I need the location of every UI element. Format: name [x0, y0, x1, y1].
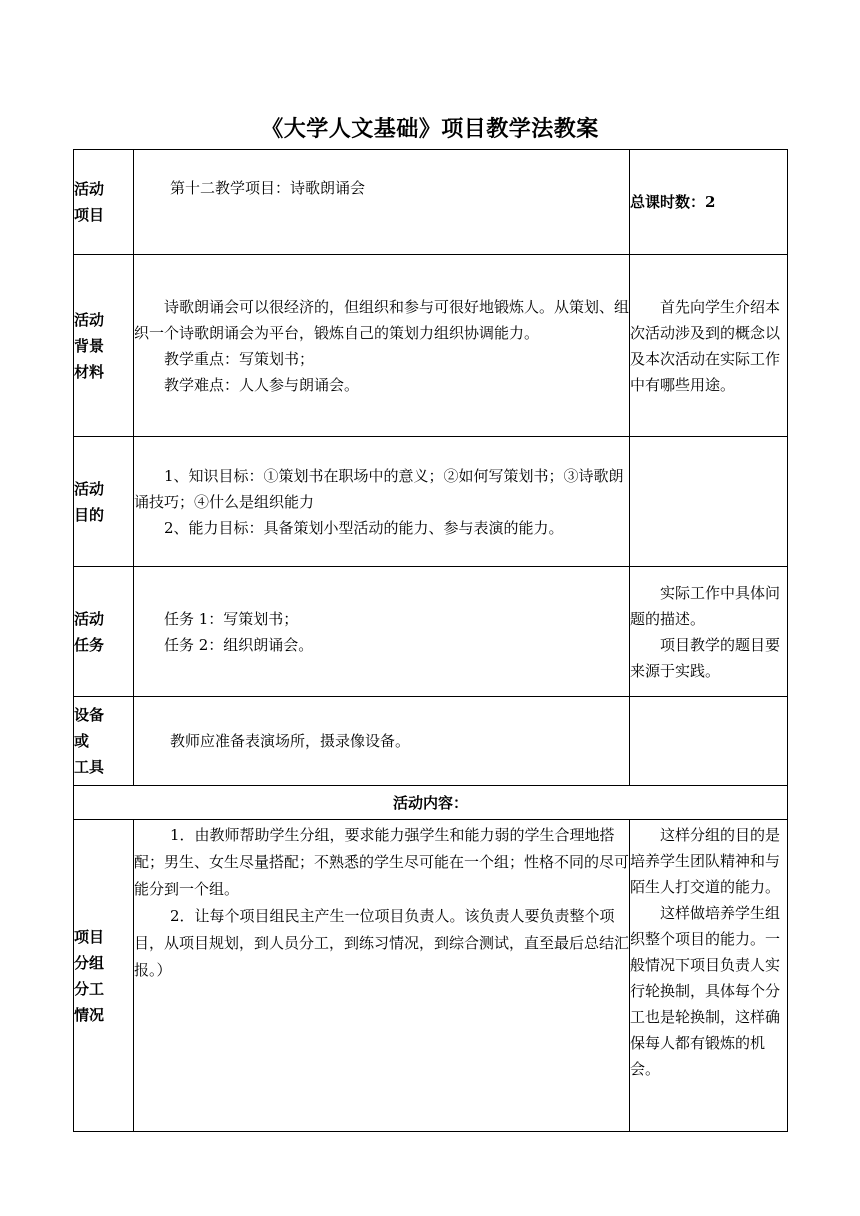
row-activity-purpose	[74, 437, 788, 567]
document-title: 《大学人文基础》项目教学法教案	[261, 116, 599, 142]
row-activity-background	[74, 255, 788, 437]
task-item: 任务 1：写策划书；	[164, 609, 299, 628]
purpose-paragraph: 2、能力目标：具备策划小型活动的能力、参与表演的能力。	[164, 518, 564, 537]
grouping-paragraph: 2．让每个项目组民主产生一位项目负责人。该负责人要负责整个项目，从项目规划，到人员分工，到练习情况，到综合测试，直至最后总结汇报。）	[134, 907, 630, 979]
tasks-note	[630, 567, 788, 697]
total-hours-text: 总课时数：2	[630, 193, 716, 211]
background-paragraph: 教学难点：人人参与朗诵会。	[164, 375, 360, 394]
purpose-content	[134, 437, 630, 567]
grouping-note	[630, 820, 788, 1132]
label-line: 活动	[74, 310, 105, 329]
tasks-note-text: 实际工作中具体问题的描述。	[630, 583, 781, 628]
purpose-paragraph: 1、知识目标：①策划书在职场中的意义；②如何写策划书；③诗歌朗诵技巧；④什么是组织能力	[134, 466, 624, 511]
equipment-note	[630, 697, 788, 786]
label-line: 目的	[74, 505, 105, 524]
background-content	[134, 255, 630, 437]
label-line: 项目	[74, 927, 105, 946]
purpose-note	[630, 437, 788, 567]
grouping-note-text: 这样分组的目的是培养学生团队精神和与陌生人打交道的能力。	[630, 826, 781, 896]
label-line: 活动	[74, 479, 105, 498]
grouping-note-text: 这样做培养学生组织整个项目的能力。一般情况下项目负责人实行轮换制，具体每个分工也是轮换制，这样确保每人都有锻炼的机会。	[630, 904, 781, 1078]
label-line: 活动	[74, 609, 105, 628]
background-note	[630, 255, 788, 437]
grouping-content	[134, 820, 630, 1132]
label-line: 活动	[74, 180, 105, 198]
tasks-note-text: 项目教学的题目要来源于实践。	[630, 635, 781, 680]
label-equipment	[74, 697, 134, 786]
label-activity-project	[74, 150, 134, 255]
row-activity-project	[74, 150, 788, 255]
activity-content-header	[74, 786, 788, 820]
grouping-paragraph: 1．由教师帮助学生分组，要求能力强学生和能力弱的学生合理地搭配；男生、女生尽量搭配；不熟悉的学生尽可能在一个组；性格不同的尽可能分到一个组。	[134, 826, 630, 898]
row-activity-tasks	[74, 567, 788, 697]
project-name	[134, 150, 630, 255]
row-section-header	[74, 786, 788, 820]
row-grouping	[74, 820, 788, 1132]
label-line: 设备	[74, 706, 105, 724]
background-paragraph: 教学重点：写策划书；	[164, 349, 315, 368]
row-equipment	[74, 697, 788, 786]
label-line: 情况	[74, 1005, 105, 1024]
label-line: 分组	[74, 953, 105, 972]
label-grouping	[74, 820, 134, 1132]
label-line: 背景	[74, 336, 105, 355]
tasks-content	[134, 567, 630, 697]
label-line: 工具	[74, 758, 105, 776]
label-line: 材料	[74, 362, 105, 381]
label-activity-tasks	[74, 567, 134, 697]
lesson-plan-table	[73, 149, 788, 1132]
label-activity-background	[74, 255, 134, 437]
equipment-content	[134, 697, 630, 786]
total-hours	[630, 150, 788, 255]
project-name-text: 第十二教学项目：诗歌朗诵会	[170, 179, 366, 197]
background-paragraph: 诗歌朗诵会可以很经济的，但组织和参与可很好地锻炼人。从策划、组织一个诗歌朗诵会为平台，锻炼自己的策划力组织协调能力。	[134, 297, 630, 342]
label-line: 分工	[74, 979, 105, 998]
label-line: 任务	[74, 635, 105, 654]
task-item: 任务 2：组织朗诵会。	[164, 635, 314, 654]
equipment-text: 教师应准备表演场所，摄录像设备。	[170, 732, 411, 750]
label-line: 或	[74, 732, 90, 750]
background-note-text: 首先向学生介绍本次活动涉及到的概念以及本次活动在实际工作中有哪些用途。	[630, 297, 781, 394]
label-line: 项目	[74, 206, 105, 224]
label-activity-purpose	[74, 437, 134, 567]
activity-content-header-text: 活动内容：	[392, 793, 468, 812]
